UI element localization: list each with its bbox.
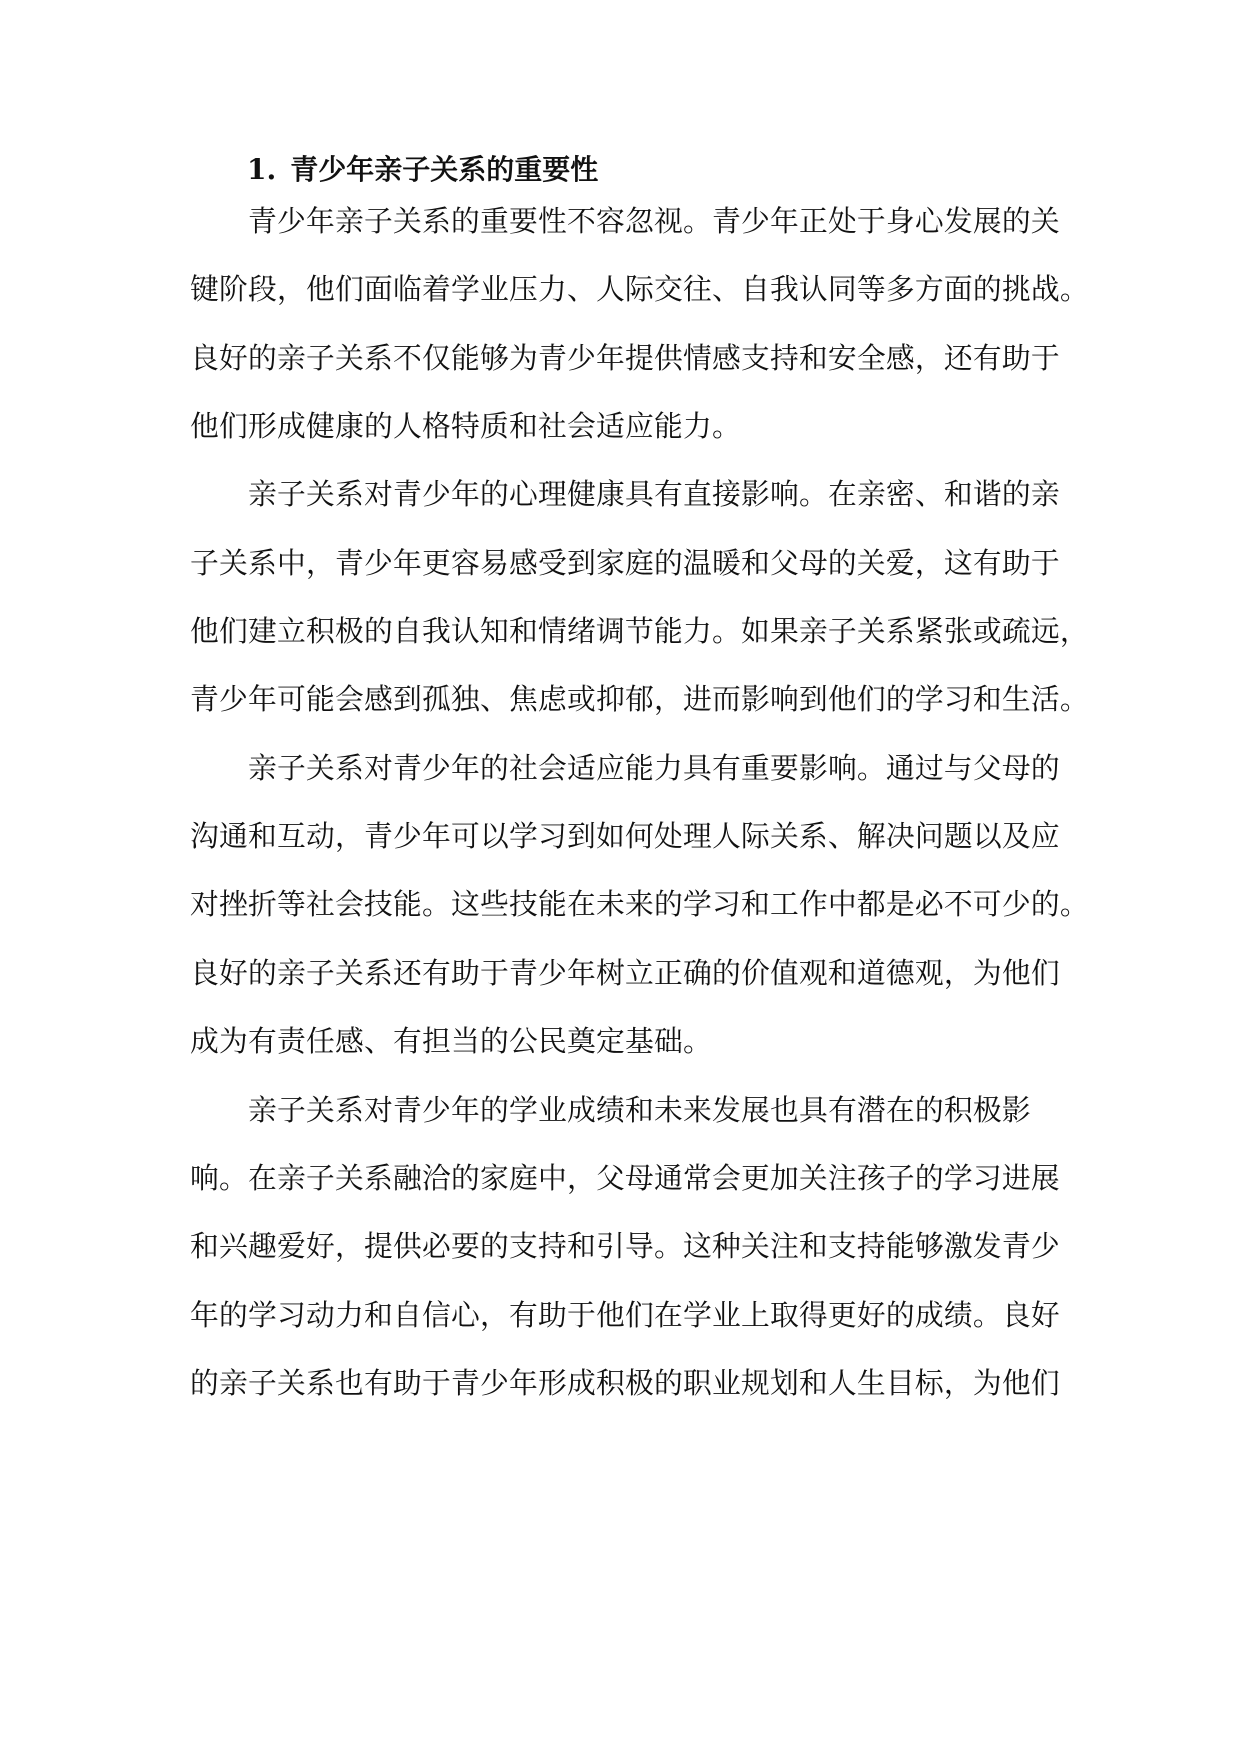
text-line: 他们形成健康的人格特质和社会适应能力。 — [190, 409, 741, 443]
text-line: 响。在亲子关系融洽的家庭中，父母通常会更加关注孩子的学习进展 — [190, 1161, 1060, 1195]
text-line: 亲子关系对青少年的心理健康具有直接影响。在亲密、和谐的亲 — [248, 477, 1060, 511]
text-line: 年的学习动力和自信心，有助于他们在学业上取得更好的成绩。良好 — [190, 1298, 1060, 1332]
text-line: 和兴趣爱好，提供必要的支持和引导。这种关注和支持能够激发青少 — [190, 1229, 1060, 1263]
text-line: 他们建立积极的自我认知和情绪调节能力。如果亲子关系紧张或疏远， — [190, 614, 1089, 648]
text-line: 青少年亲子关系的重要性不容忽视。青少年正处于身心发展的关 — [248, 204, 1060, 238]
text-line: 对挫折等社会技能。这些技能在未来的学习和工作中都是必不可少的。 — [190, 887, 1089, 921]
text-line: 键阶段，他们面临着学业压力、人际交往、自我认同等多方面的挑战。 — [190, 272, 1089, 306]
text-line: 亲子关系对青少年的社会适应能力具有重要影响。通过与父母的 — [248, 751, 1060, 785]
section-number: 1. — [247, 153, 277, 186]
text-line: 亲子关系对青少年的学业成绩和未来发展也具有潜在的积极影 — [248, 1093, 1031, 1127]
text-line: 良好的亲子关系还有助于青少年树立正确的价值观和道德观，为他们 — [190, 956, 1060, 990]
section-heading — [247, 150, 598, 190]
text-line: 青少年可能会感到孤独、焦虑或抑郁，进而影响到他们的学习和生活。 — [190, 682, 1089, 716]
section-title: 青少年亲子关系的重要性 — [290, 153, 599, 186]
text-line: 良好的亲子关系不仅能够为青少年提供情感支持和安全感，还有助于 — [190, 341, 1060, 375]
text-line: 的亲子关系也有助于青少年形成积极的职业规划和人生目标，为他们 — [190, 1366, 1060, 1400]
text-line: 子关系中，青少年更容易感受到家庭的温暖和父母的关爱，这有助于 — [190, 546, 1060, 580]
text-line: 成为有责任感、有担当的公民奠定基础。 — [190, 1024, 712, 1058]
text-line: 沟通和互动，青少年可以学习到如何处理人际关系、解决问题以及应 — [190, 819, 1060, 853]
